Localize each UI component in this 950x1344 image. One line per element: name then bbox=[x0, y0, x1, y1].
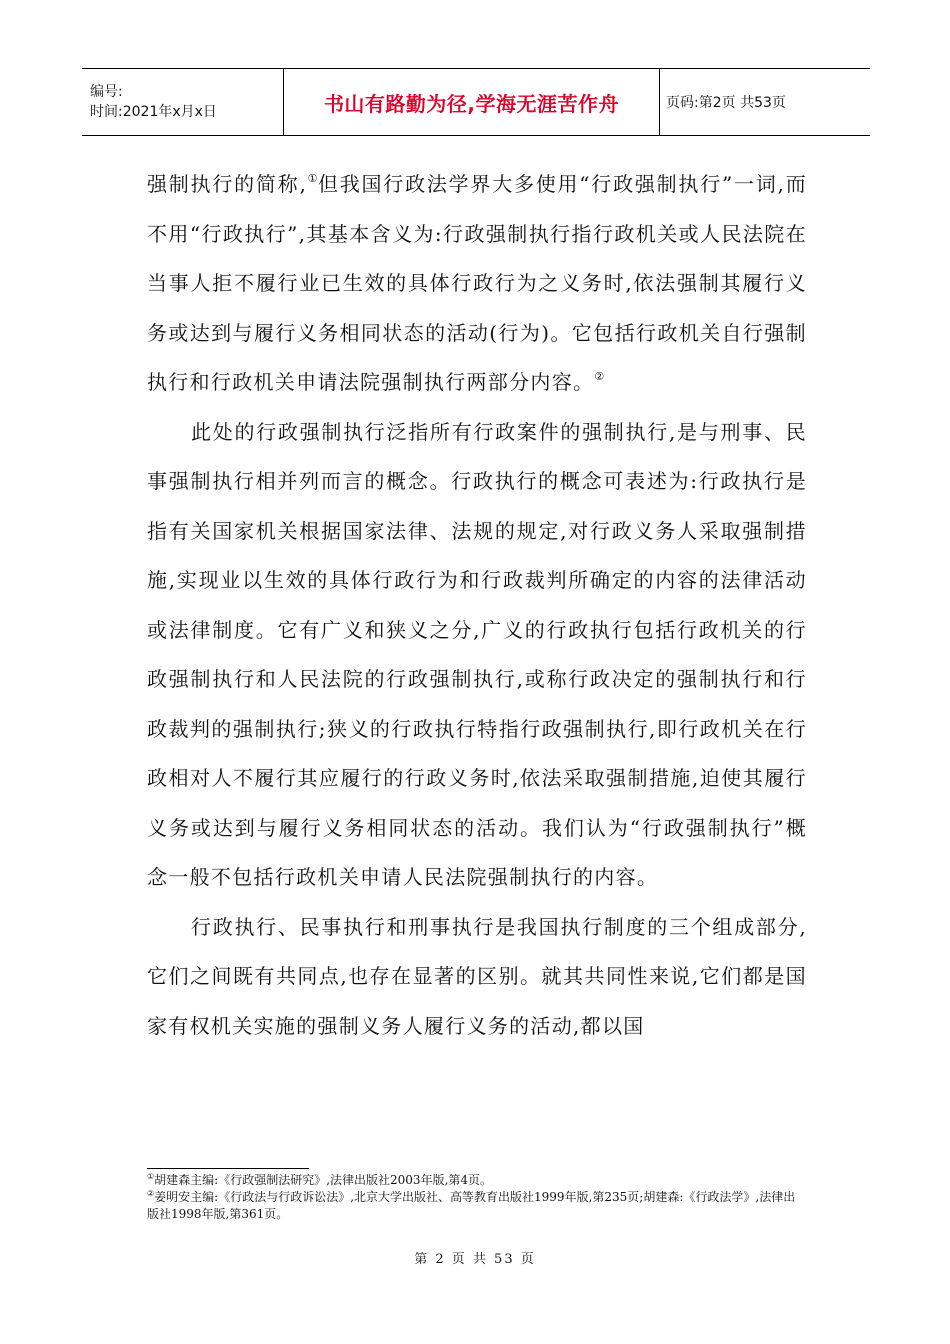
footnotes bbox=[147, 1172, 807, 1223]
header-time: 时间:2021年x月x日 bbox=[90, 104, 217, 120]
footnote-mark: ① bbox=[147, 1172, 155, 1181]
paragraph-text: 强制执行的简称, bbox=[147, 172, 308, 196]
footnote-ref-1[interactable]: ① bbox=[307, 172, 318, 185]
page-header bbox=[82, 68, 870, 136]
footnote-ref-2[interactable]: ② bbox=[594, 370, 605, 383]
paragraph-1 bbox=[147, 160, 807, 408]
paragraph-2: 此处的行政强制执行泛指所有行政案件的强制执行,是与刑事、民事强制执行相并列而言的概念。行政执行的概念可表述为:行政执行是指有关国家机关根据国家法律、法规的规定,对行政义务人采取强制措施,实现业以生效的具体行政行为和行政裁判所确定的内容的法律活动或法律制度。它有广义和狭义之分,广义的行政执行包括行政机关的行政强制执行和人民法院的行政强制执行,或称行政决定的强制执行和行政裁判的强制执行;狭义的行政执行特指行政强制执行,即行政机关在行政相对人不履行其应履行的行政义务时,依法采取强制措施,迫使其履行义务或达到与履行义务相同状态的活动。我们认为“行政强制执行”概念一般不包括行政机关申请人民法院强制执行的内容。 bbox=[147, 419, 807, 889]
header-motto: 书山有路勤为径,学海无涯苦作舟 bbox=[284, 69, 660, 135]
header-page-number: 页码:第2页 共53页 bbox=[666, 95, 786, 111]
header-number: 编号: bbox=[90, 84, 123, 100]
footnote-mark: ② bbox=[147, 1189, 155, 1198]
footnote-text: 胡建森主编:《行政强制法研究》,法律出版社2003年版,第4页。 bbox=[154, 1173, 493, 1187]
footnote-2 bbox=[147, 1189, 807, 1223]
footnote-1 bbox=[147, 1172, 807, 1189]
header-meta bbox=[82, 69, 284, 135]
page-footer: 第 2 页 共 53 页 bbox=[414, 1252, 536, 1267]
paragraph-text: 但我国行政法学界大多使用“行政强制执行”一词,而不用“行政执行”,其基本含义为:行政强制执行指行政机关或人民法院在当事人拒不履行业已生效的具体行政行为之义务时,依法强制其履行义务或达到与履行义务相同状态的活动(行为)。它包括行政机关自行强制执行和行政机关申请法院强制执行两部分内容。 bbox=[147, 172, 807, 394]
footnote-divider bbox=[147, 1168, 309, 1169]
footnote-text: 姜明安主编:《行政法与行政诉讼法》,北京大学出版社、高等教育出版社1999年版,第235页;胡建森:《行政法学》,法律出版社1998年版,第361页。 bbox=[147, 1190, 796, 1221]
paragraph-3: 行政执行、民事执行和刑事执行是我国执行制度的三个组成部分,它们之间既有共同点,也存在显著的区别。就其共同性来说,它们都是国家有权机关实施的强制义务人履行义务的活动,都以国 bbox=[147, 914, 807, 1038]
document-body bbox=[147, 160, 807, 1051]
